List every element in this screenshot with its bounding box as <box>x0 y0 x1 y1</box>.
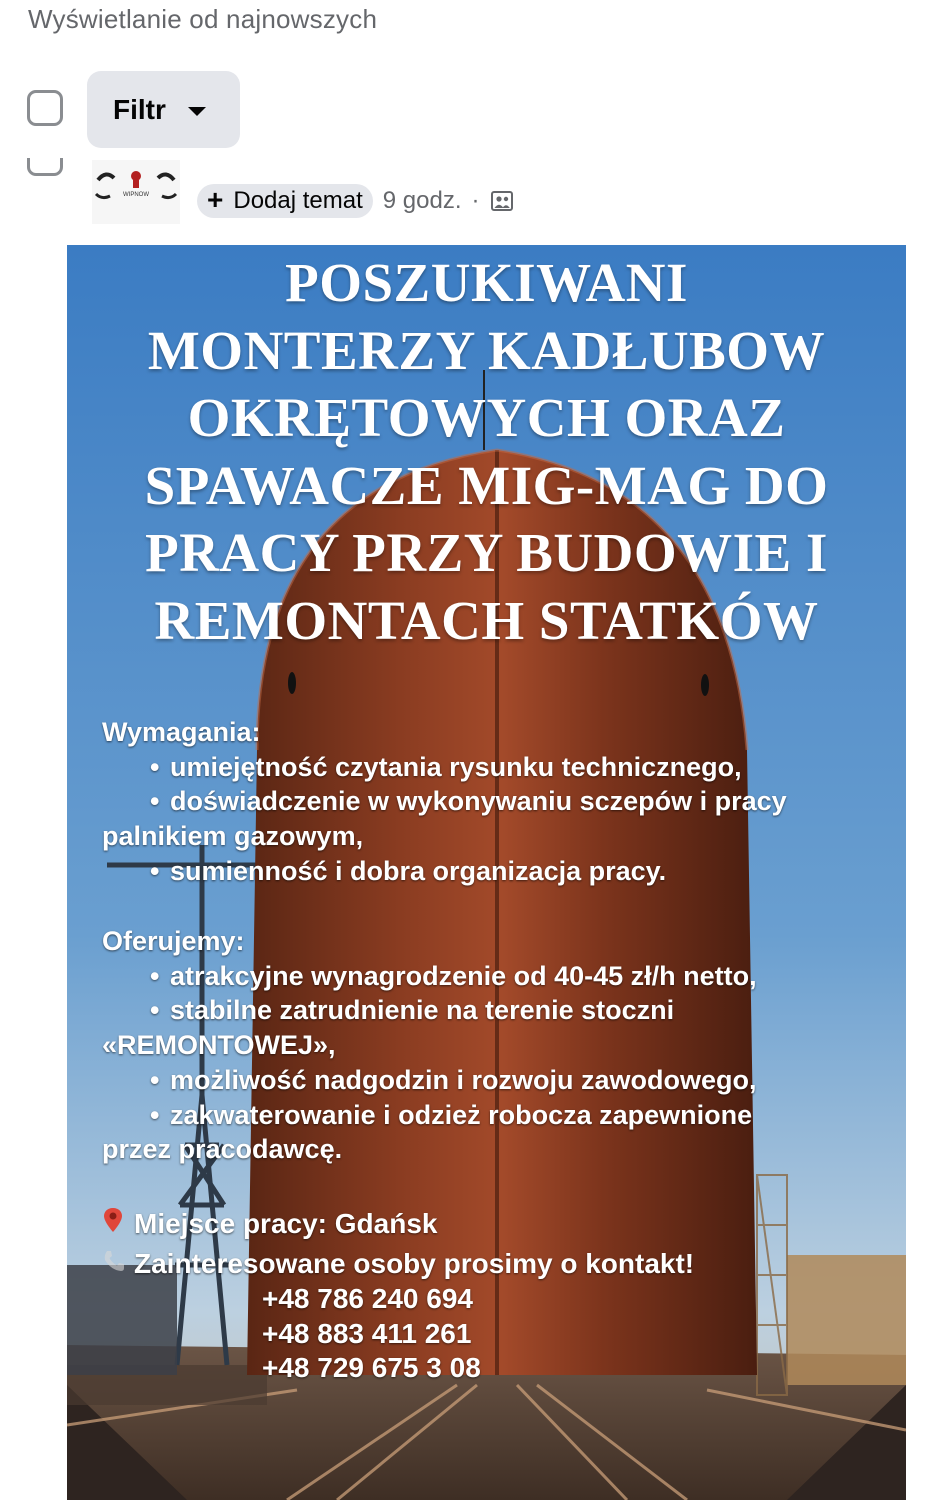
add-topic-label: Dodaj temat <box>233 187 363 214</box>
offer-item-continued: przez pracodawcę. <box>102 1134 343 1165</box>
location-pin-icon <box>102 1204 134 1244</box>
bullet: • <box>150 960 160 991</box>
bullet: • <box>150 855 160 886</box>
bullet: • <box>150 1064 160 1095</box>
requirements-title: Wymagania: <box>102 717 261 747</box>
bullet: • <box>150 995 160 1026</box>
filter-label: Filtr <box>113 93 166 125</box>
poster-headline <box>67 249 906 654</box>
avatar[interactable] <box>92 160 180 224</box>
bullet: • <box>150 751 160 782</box>
headline-line: POSZUKIWANI <box>285 252 688 313</box>
phone-number: +48 786 240 694 <box>262 1283 473 1314</box>
requirements-section <box>102 715 892 889</box>
select-all-checkbox[interactable] <box>27 90 63 126</box>
offer-item: stabilne zatrudnienie na terenie stoczni <box>170 995 675 1026</box>
requirement-item: umiejętność czytania rysunku technicznego, <box>170 751 742 782</box>
requirement-item-continued: palnikiem gazowym, <box>102 821 364 852</box>
meta-separator: · <box>471 187 480 214</box>
headline-line: SPAWACZE MIG-MAG DO <box>144 454 829 516</box>
phone-number: +48 883 411 261 <box>262 1317 472 1349</box>
caret-down-icon <box>188 107 206 116</box>
requirement-item: doświadczenie w wykonywaniu sczepów i pracy <box>170 786 787 817</box>
offer-item: atrakcyjne wynagrodzenie od 40-45 zł/h netto, <box>170 960 757 991</box>
offer-item-continued: «REMONTOWEJ», <box>102 1030 336 1061</box>
headline-line: REMONTACH STATKÓW <box>154 589 819 651</box>
group-audience-icon <box>490 189 514 213</box>
phone-list <box>262 1282 481 1386</box>
bullet: • <box>150 1099 160 1130</box>
headline-line: MONTERZY KADŁUBOW <box>147 319 826 381</box>
bullet: • <box>150 786 160 817</box>
offers-title: Oferujemy: <box>102 926 245 956</box>
post-meta <box>197 184 514 218</box>
avatar-text: WIPNOW <box>123 192 149 198</box>
job-poster-image[interactable] <box>67 245 906 1500</box>
phone-icon <box>102 1244 134 1284</box>
phone-number: +48 729 675 3 08 <box>262 1352 481 1384</box>
offers-section <box>102 924 892 1167</box>
filter-button[interactable] <box>87 71 240 148</box>
contact-prompt: Zainteresowane osoby prosimy o kontakt! <box>134 1248 695 1279</box>
add-topic-button[interactable] <box>197 184 373 218</box>
headline-line: OKRĘTOWYCH ORAZ <box>187 387 786 448</box>
requirement-item: sumienność i dobra organizacja pracy. <box>170 855 667 886</box>
offer-item: zakwaterowanie i odzież robocza zapewnione <box>170 1099 753 1130</box>
post-checkbox[interactable] <box>27 140 63 176</box>
contact-section <box>102 1204 892 1284</box>
sort-label: Wyświetlanie od najnowszych <box>28 4 378 34</box>
headline-line: PRACY PRZY BUDOWIE I <box>145 522 828 583</box>
plus-icon: + <box>207 184 224 215</box>
workplace-text: Miejsce pracy: Gdańsk <box>134 1208 438 1239</box>
offer-item: możliwość nadgodzin i rozwoju zawodowego, <box>170 1064 757 1095</box>
post-time[interactable]: 9 godz. <box>382 187 462 214</box>
